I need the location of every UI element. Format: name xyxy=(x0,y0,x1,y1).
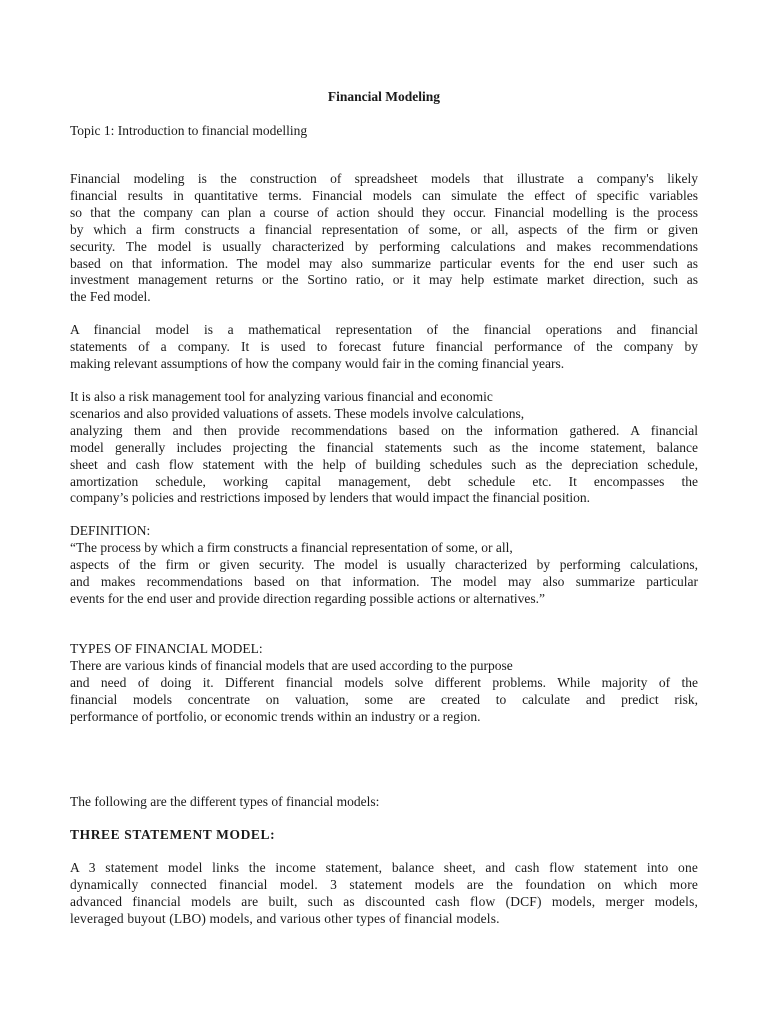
paragraph-line: based on that information. The model may also summarize particular events for the end user such as xyxy=(70,255,698,271)
paragraph-line: advanced financial models are built, such as discounted cash flow (DCF) models, merger models, xyxy=(70,893,698,909)
topic-heading: Topic 1: Introduction to financial modelling xyxy=(70,123,308,138)
paragraph-line: There are various kinds of financial models that are used according to the purpose xyxy=(70,657,513,673)
paragraph-line: and makes recommendations based on that information. The model may also summarize particular xyxy=(70,573,698,589)
types-heading: TYPES OF FINANCIAL MODEL: xyxy=(70,641,263,656)
definition-section xyxy=(70,523,698,608)
paragraph-line: company’s policies and restrictions imposed by lenders that would impact the financial position. xyxy=(70,490,591,506)
paragraph-line: financial results in quantitative terms. Financial models can simulate the effect of specific variables xyxy=(70,187,698,203)
paragraph-line: amortization schedule, working capital management, debt schedule etc. It encompasses the xyxy=(70,473,698,489)
paragraph-intro xyxy=(70,171,698,306)
paragraph-line: leveraged buyout (LBO) models, and various other types of financial models. xyxy=(70,910,500,926)
paragraph-line: model generally includes projecting the financial statements such as the income statement, balance xyxy=(70,439,698,455)
paragraph-line: and need of doing it. Different financial models solve different problems. While majority of the xyxy=(70,674,698,690)
three-statement-paragraph xyxy=(70,860,698,928)
paragraph-line: A 3 statement model links the income statement, balance sheet, and cash flow statement into one xyxy=(70,860,698,875)
paragraph-risk-management xyxy=(70,389,698,507)
paragraph-line: dynamically connected financial model. 3 statement models are the foundation on which more xyxy=(70,876,698,892)
paragraph-line: statements of a company. It is used to forecast future financial performance of the company by xyxy=(70,338,698,354)
paragraph-line: “The process by which a firm constructs a financial representation of some, or all, xyxy=(70,539,513,555)
paragraph-line: A financial model is a mathematical representation of the financial operations and financial xyxy=(70,322,698,337)
paragraph-line: events for the end user and provide direction regarding possible actions or alternatives.” xyxy=(70,590,545,606)
paragraph-line: It is also a risk management tool for analyzing various financial and economic xyxy=(70,389,493,404)
paragraph-line: performance of portfolio, or economic trends within an industry or a region. xyxy=(70,708,481,724)
paragraph-line: sheet and cash flow statement with the help of building schedules such as the depreciation schedule, xyxy=(70,456,698,472)
types-section xyxy=(70,641,698,726)
paragraph-line: by which a firm constructs a financial representation of some, or all, aspects of the firm or given xyxy=(70,221,698,237)
paragraph-line: financial models concentrate on valuation, some are created to calculate and predict risk, xyxy=(70,691,698,707)
types-intro-line: The following are the different types of financial models: xyxy=(70,794,380,809)
paragraph-line: scenarios and also provided valuations of assets. These models involve calculations, xyxy=(70,405,525,421)
paragraph-line: Financial modeling is the construction of spreadsheet models that illustrate a company's likely xyxy=(70,171,698,186)
paragraph-line: security. The model is usually characterized by performing calculations and makes recommendations xyxy=(70,238,698,254)
definition-heading: DEFINITION: xyxy=(70,523,151,538)
document-title: Financial Modeling xyxy=(327,89,441,104)
three-statement-heading: THREE STATEMENT MODEL: xyxy=(70,827,276,842)
paragraph-line: so that the company can plan a course of action should they occur. Financial modelling is the process xyxy=(70,204,698,220)
paragraph-line: the Fed model. xyxy=(70,289,151,305)
paragraph-line: analyzing them and then provide recommendations based on the information gathered. A financial xyxy=(70,422,698,438)
paragraph-line: investment management returns or the Sortino ratio, or it may help estimate market direction, such as xyxy=(70,272,698,288)
paragraph-line: making relevant assumptions of how the company would fair in the coming financial years. xyxy=(70,355,565,371)
paragraph-line: aspects of the firm or given security. The model is usually characterized by performing calculations, xyxy=(70,556,698,572)
paragraph-model-definition xyxy=(70,322,698,373)
